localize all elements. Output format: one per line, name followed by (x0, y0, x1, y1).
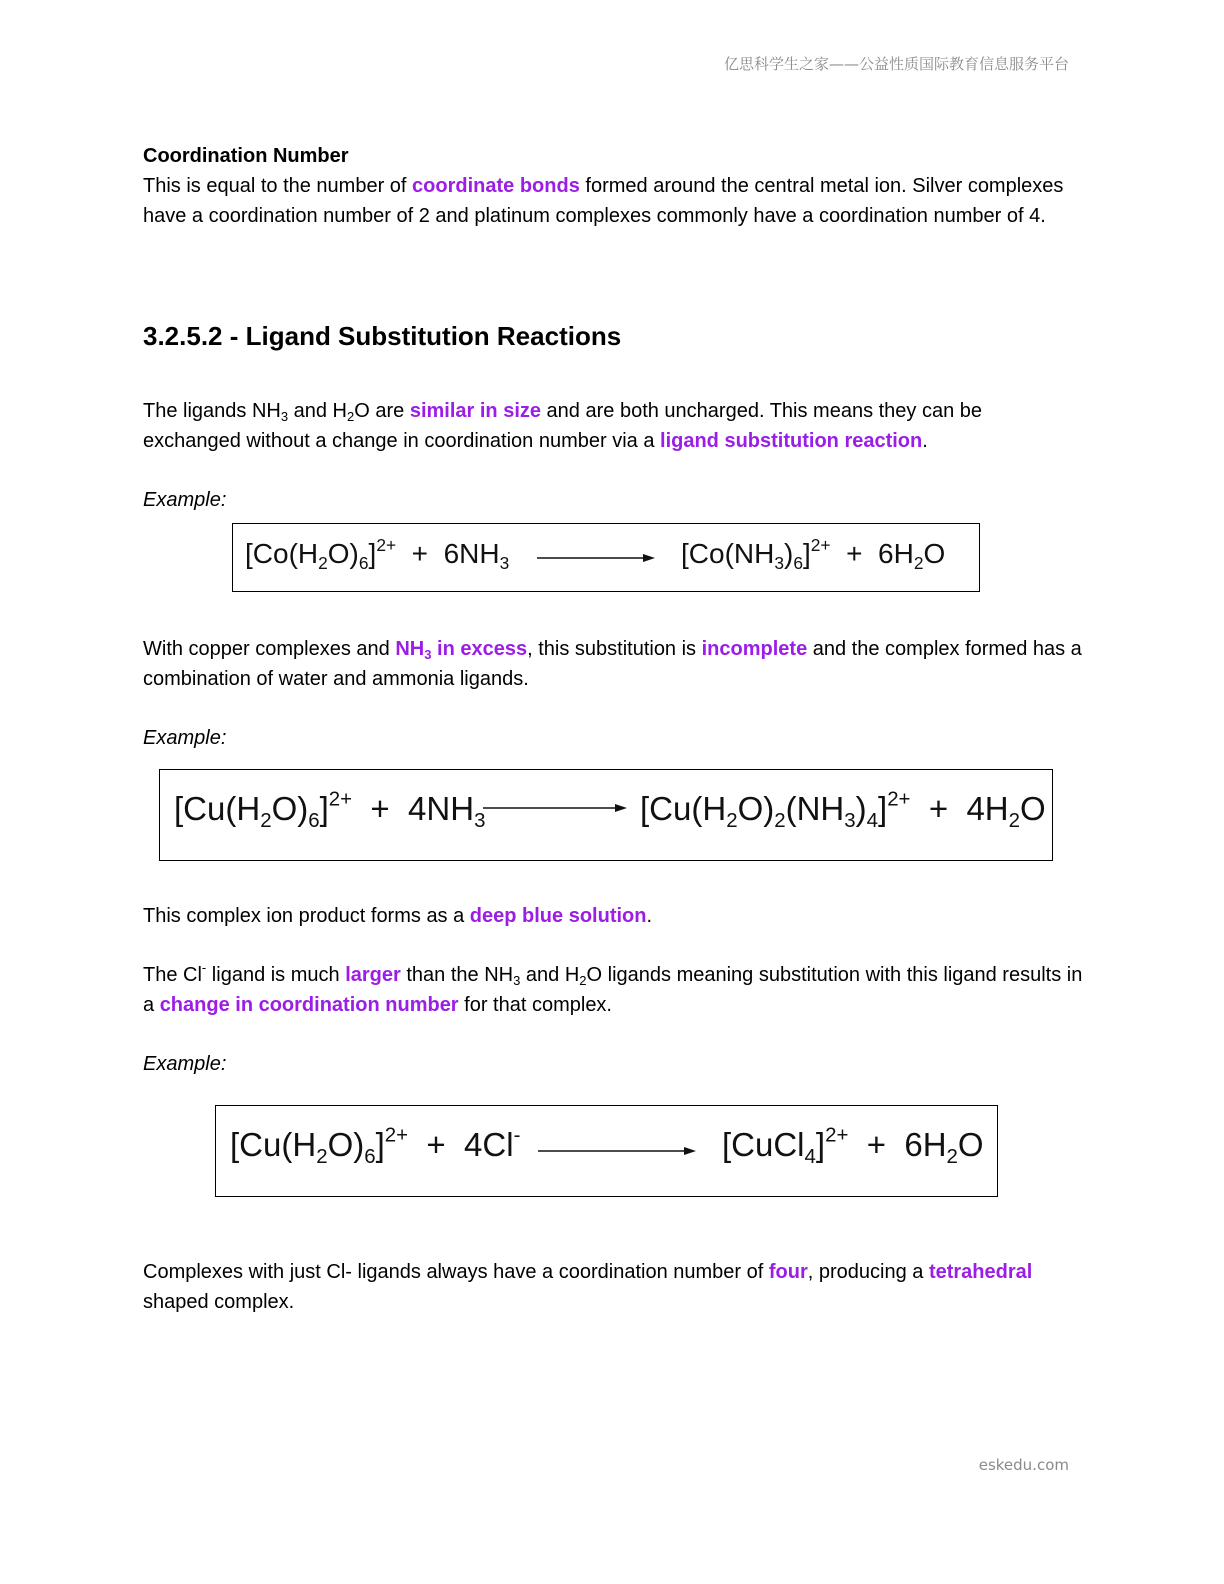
equation-copper-chloride-reactant: $[Cu(H_2O)_6]^{2+} + 4Cl^-$ (230, 1123, 521, 1169)
reaction-arrow-icon (483, 801, 629, 815)
highlight-similar-in-size: similar in size (409, 400, 541, 422)
equation-copper-ammonia-reactant: $[Cu(H_2O)_6]^{2+} + 4NH_3$ (174, 787, 486, 833)
example-label-1: Example: (143, 489, 227, 511)
highlight-incomplete: incomplete (701, 638, 808, 660)
coordination-number-heading: Coordination Number (143, 145, 349, 167)
example-label-2: Example: (143, 727, 227, 749)
section-title: 3.2.5.2 - Ligand Substitution Reactions (143, 321, 622, 351)
equation-copper-chloride-product: [CuCl$_4$]$^{2+}$ + $6H_2O$ (722, 1123, 984, 1169)
equation-cobalt-product: $[Co(NH_3)_6]^{2+} + 6H_2O$ (681, 534, 946, 574)
highlight-tetrahedral: tetrahedral (928, 1261, 1033, 1283)
header-site-name: 亿思科学生之家——公益性质国际教育信息服务平台 (723, 55, 1069, 73)
example-label-3: Example: (143, 1053, 227, 1075)
highlight-change-in-coordination-number: change in coordination number (159, 994, 459, 1016)
coordination-number-paragraph: This is equal to the number of coordinate bonds formed around the central metal ion. Silver complexes have a coordination number of 2 and platinum complexes commonly have a coordination number of 4. (143, 175, 1064, 227)
highlight-coordinate-bonds: coordinate bonds (412, 175, 580, 197)
equation-box-cobalt (232, 523, 980, 592)
highlight-larger: larger (345, 964, 401, 986)
equation-cobalt-reactant: $[Co(H_2O)_6]^{2+} + 6NH_3$ (245, 534, 510, 574)
equation-box-copper-chloride (215, 1105, 998, 1197)
equation-box-copper-ammonia (159, 769, 1053, 861)
coordination-number-section (143, 141, 1083, 231)
highlight-four: four (768, 1261, 808, 1283)
reaction-arrow-icon (537, 551, 657, 565)
paragraph-deep-blue: This complex ion product forms as a deep blue solution. (143, 905, 653, 927)
equation-copper-ammonia-product: $[Cu(H_2O)_2(NH_3)_4]^{2+} + 4H_2O$ (640, 787, 1046, 833)
paragraph-ligand-size: The ligands $NH_3$ and $H_2O$ are similar in size and are both uncharged. This means they can be exchanged without a change in coordination number via a ligand substitution reaction. (143, 400, 983, 452)
reaction-arrow-icon (538, 1144, 698, 1158)
highlight-ligand-substitution-reaction: ligand substitution reaction (660, 430, 923, 452)
footer-domain: eskedu.com (978, 1456, 1069, 1474)
highlight-nh3-in-excess: $NH_3$ in excess (395, 638, 528, 662)
paragraph-chloride-ligand: The Cl- ligand is much larger than the $NH_3$ and $H_2O$ ligands meaning substitution with this ligand results in a change in coordination number for that complex. (143, 960, 1083, 1016)
paragraph-copper-excess: With copper complexes and $NH_3$ in excess, this substitution is incomplete and the complex formed has a combination of water and ammonia ligands. (143, 638, 1082, 690)
paragraph-tetrahedral: Complexes with just Cl- ligands always have a coordination number of four, producing a tetrahedral shaped complex. (143, 1261, 1033, 1313)
highlight-deep-blue-solution: deep blue solution (469, 905, 647, 927)
